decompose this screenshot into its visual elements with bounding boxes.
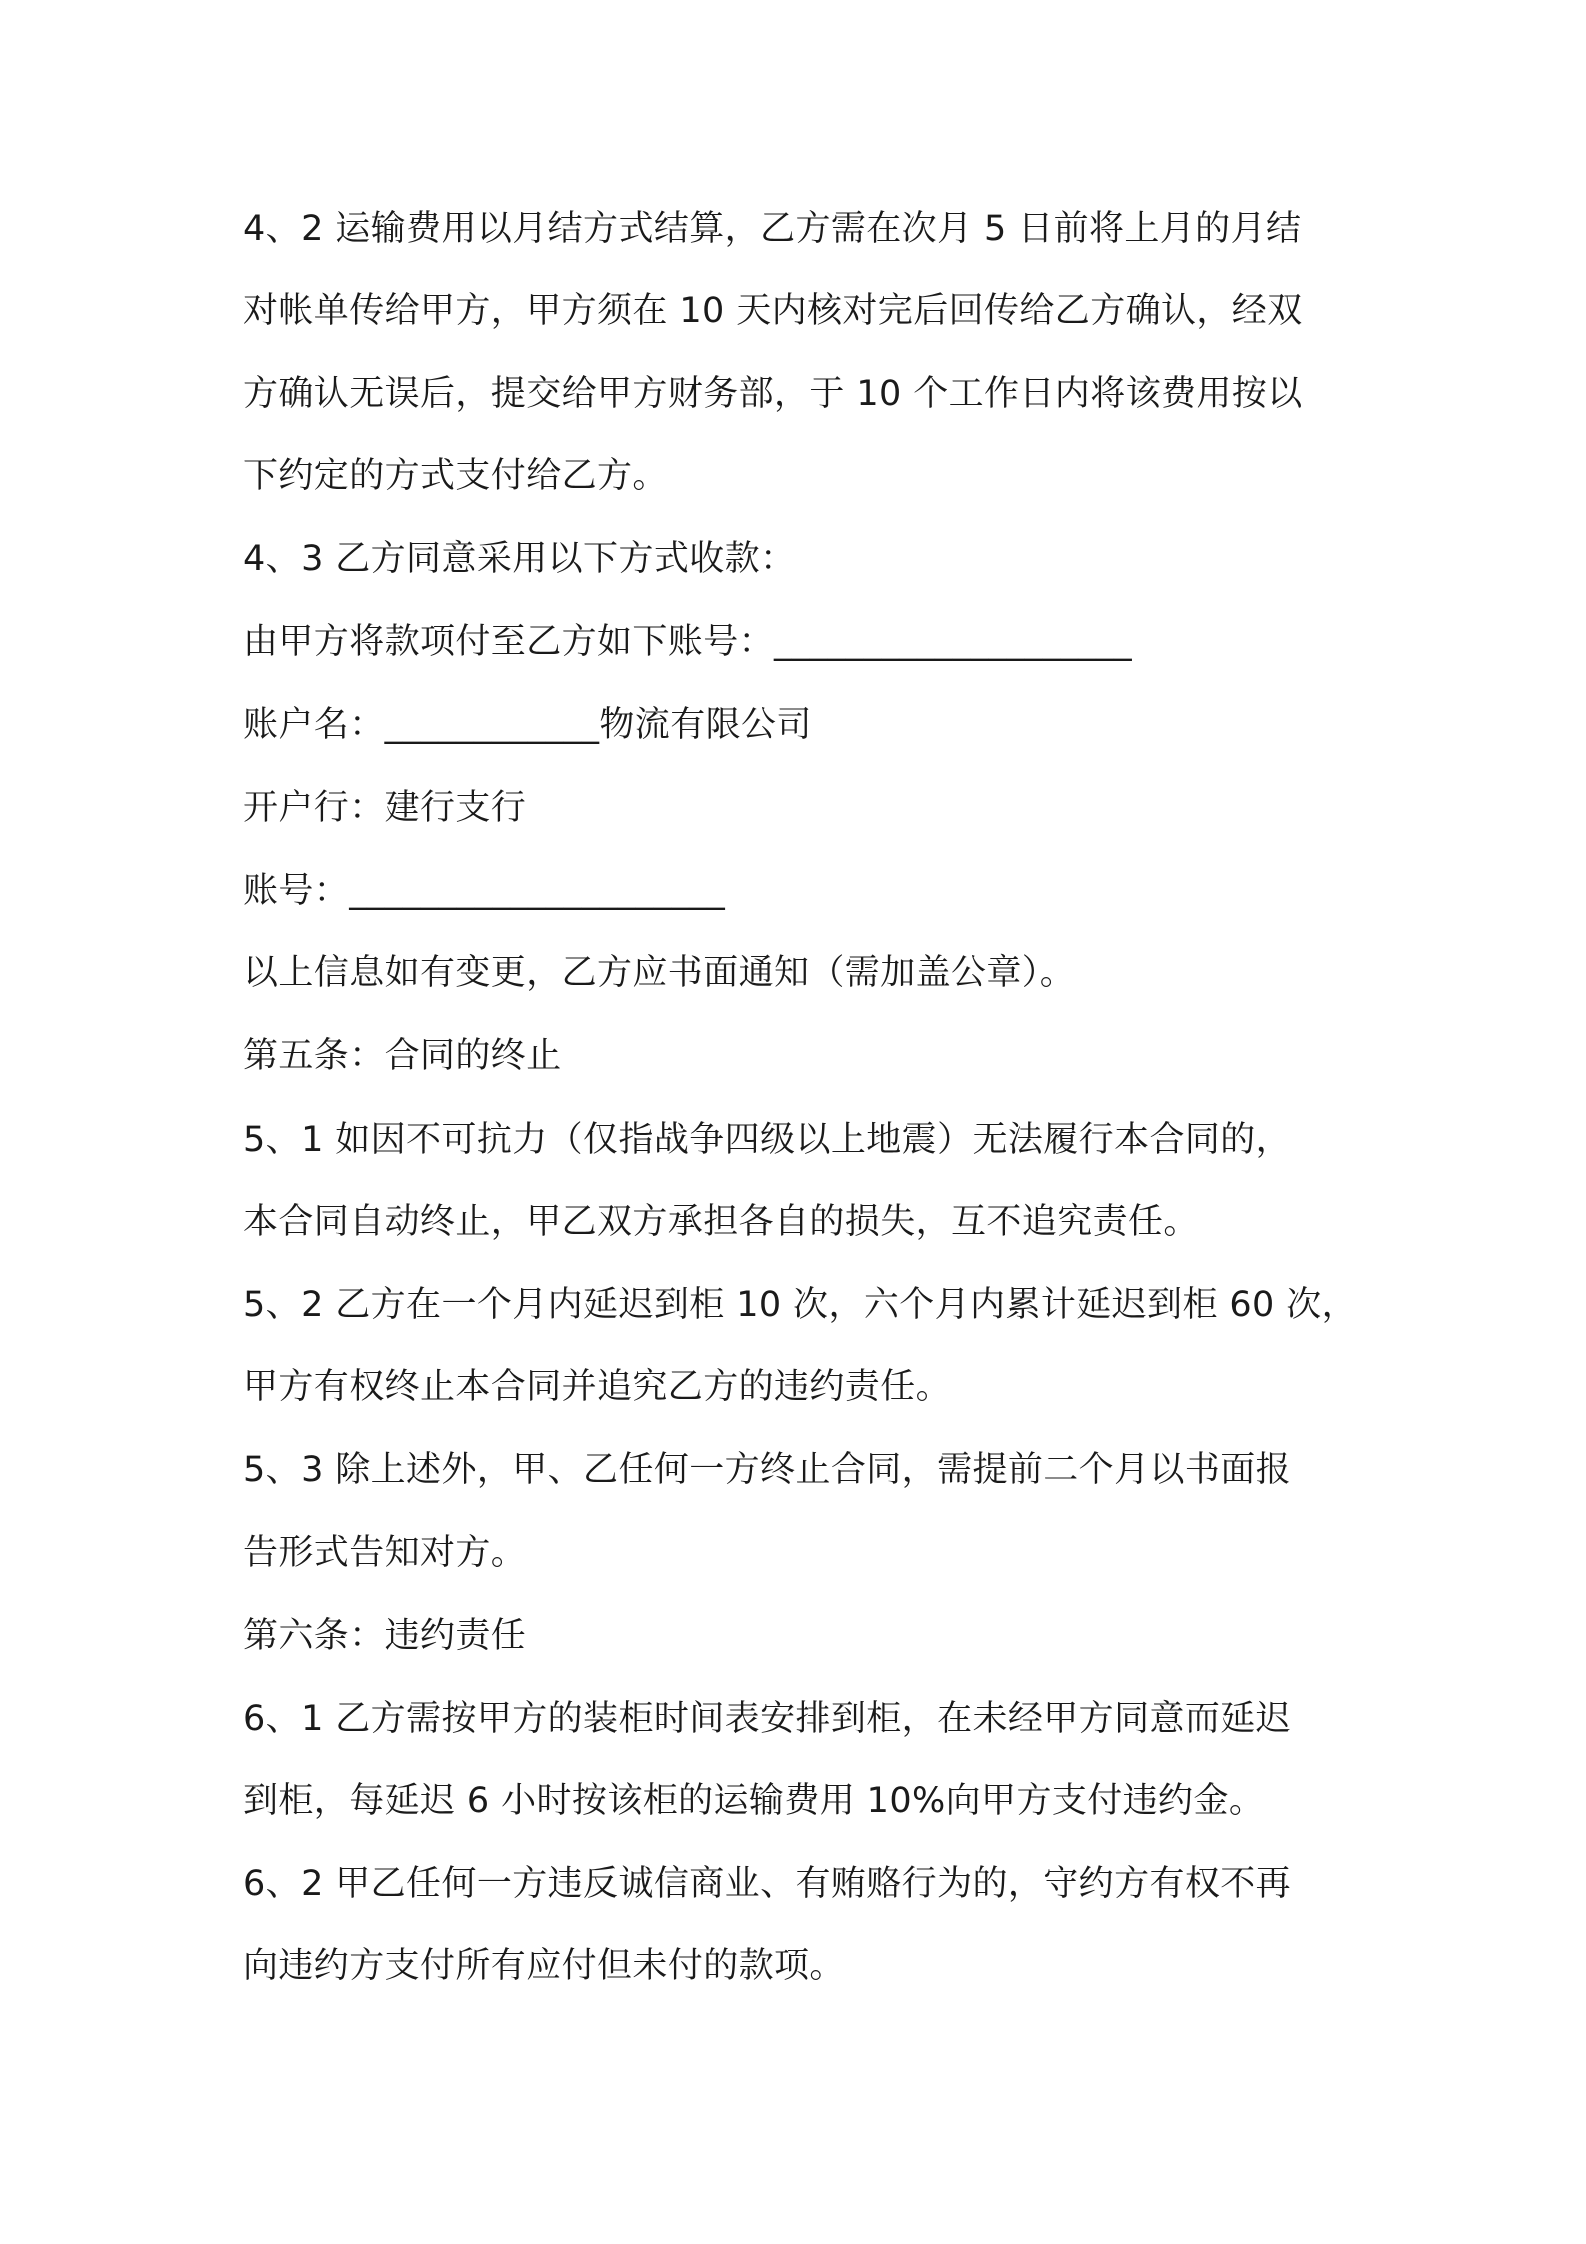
clause-4-2-line-3: 方确认无误后，提交给甲方财务部，于 10 个工作日内将该费用按以: [243, 374, 1303, 414]
clause-4-2-line-4: 下约定的方式支付给乙方。: [243, 456, 668, 496]
clause-5-1-line-2: 本合同自动终止，甲乙双方承担各自的损失，互不追究责任。: [243, 1202, 1199, 1242]
clause-6-1-line-1: 6、1 乙方需按甲方的装柜时间表安排到柜，在未经甲方同意而延迟: [243, 1699, 1292, 1739]
account-number-line: 账号：_____________________: [243, 871, 726, 911]
clause-5-3-line-1: 5、3 除上述外，甲、乙任何一方终止合同，需提前二个月以书面报: [243, 1450, 1292, 1490]
clause-5-2-line-2: 甲方有权终止本合同并追究乙方的违约责任。: [243, 1367, 952, 1407]
bank-branch-line: 开户行：建行支行: [243, 788, 527, 828]
clause-4-2-line-1: 4、2 运输费用以月结方式结算，乙方需在次月 5 日前将上月的月结: [243, 209, 1302, 249]
payment-account-line: 由甲方将款项付至乙方如下账号：____________________: [243, 622, 1133, 662]
clause-5-2-line-1: 5、2 乙方在一个月内延迟到柜 10 次，六个月内累计延迟到柜 60 次，: [243, 1285, 1358, 1325]
clause-6-2-line-1: 6、2 甲乙任何一方违反诚信商业、有贿赂行为的，守约方有权不再: [243, 1864, 1292, 1904]
article-6-heading: 第六条：违约责任: [243, 1616, 527, 1656]
clause-4-2-line-2: 对帐单传给甲方，甲方须在 10 天内核对完后回传给乙方确认，经双: [243, 291, 1303, 331]
clause-5-1-line-1: 5、1 如因不可抗力（仅指战争四级以上地震）无法履行本合同的，: [243, 1120, 1292, 1160]
clause-6-2-line-2: 向违约方支付所有应付但未付的款项。: [243, 1946, 845, 1986]
clause-4-3-heading: 4、3 乙方同意采用以下方式收款：: [243, 539, 796, 579]
article-5-heading: 第五条：合同的终止: [243, 1036, 562, 1076]
info-change-notice: 以上信息如有变更，乙方应书面通知（需加盖公章）。: [243, 953, 1076, 993]
clause-5-3-line-2: 告形式告知对方。: [243, 1533, 527, 1573]
clause-6-1-line-2: 到柜，每延迟 6 小时按该柜的运输费用 10%向甲方支付违约金。: [243, 1781, 1265, 1821]
account-name-line: 账户名：____________物流有限公司: [243, 705, 812, 745]
